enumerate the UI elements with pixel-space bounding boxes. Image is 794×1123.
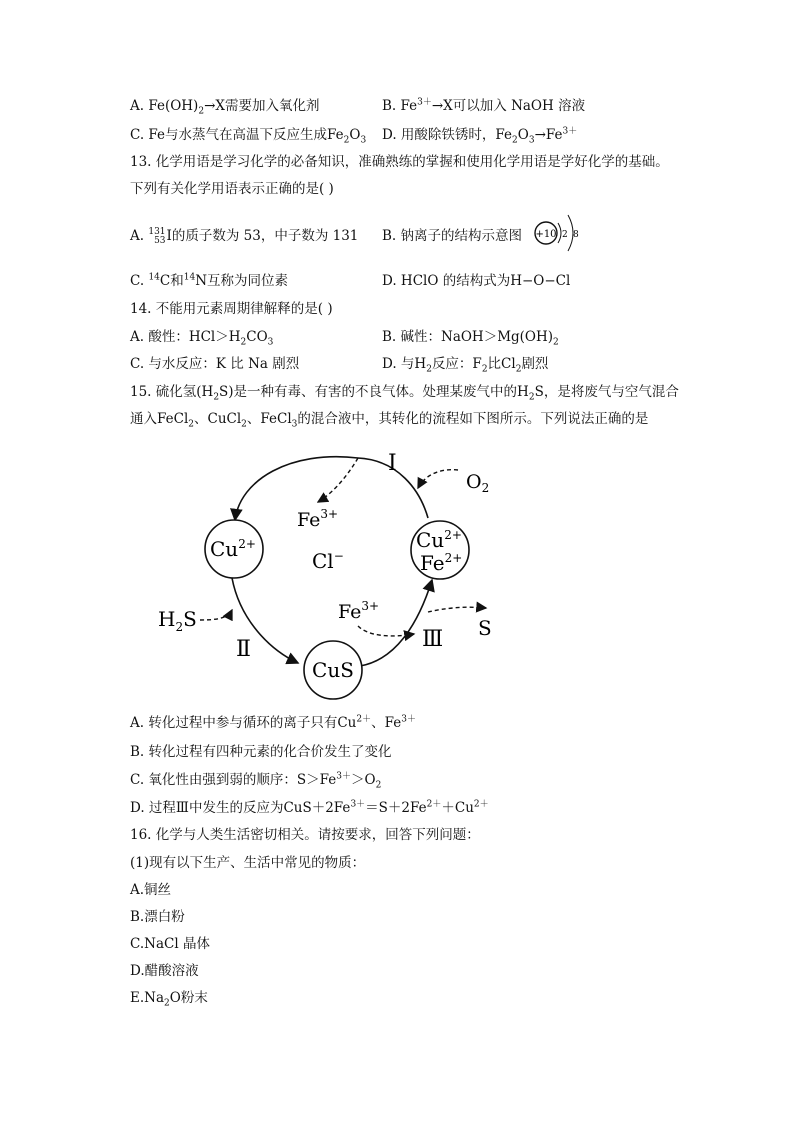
q16-item-a: A.铜丝 — [130, 882, 172, 898]
shell-2-count: 8 — [573, 230, 579, 240]
q16-item-d: D.醋酸溶液 — [130, 963, 199, 979]
q14-option-a: A. 酸性：$HCl>H_2CO_3$ — [130, 329, 274, 348]
q16-item-b: B.漂白粉 — [130, 909, 185, 925]
cu2plus-left-label: $Cu^{2+}$ — [210, 537, 256, 561]
fe2plus-right-label: $Fe^{2+}$ — [420, 551, 463, 575]
q15-option-c: C. 氧化性由强到弱的顺序：$S>Fe^{3+}>O_2$ — [130, 771, 382, 791]
q14-option-d: D. 与$H_2$反应：$F_2$比$Cl_2$剧烈 — [382, 356, 549, 375]
q15-stem-line1: 15. 硫化氢$(H_2S)$是一种有毒、有害的不良气体。处理某废气中的$H_2S$，是将废气与空气混合 — [130, 384, 679, 403]
q13-option-d: D. HClO 的结构式为H−O−Cl — [382, 273, 571, 289]
q14-stem: 14. 不能用元素周期律解释的是( ) — [130, 301, 333, 317]
q12-option-b: B. $Fe^{3+}\to X$可以加入 NaOH 溶液 — [382, 97, 586, 114]
q13-option-a: A. 131 53I的质子数为 53，中子数为 131 — [130, 226, 359, 246]
q12-option-d: D. 用酸除铁锈时，$Fe_2O_3\to Fe^{3+}$ — [382, 126, 578, 146]
q12-option-a: A. $Fe(OH)_2\to X$需要加入氧化剂 — [130, 98, 320, 117]
q16-subquestion-1: (1)现有以下生产、生活中常见的物质： — [130, 855, 366, 871]
q16-item-c: C.NaCl 晶体 — [130, 936, 210, 952]
q13-stem-line1: 13. 化学用语是学习化学的必备知识，准确熟练的掌握和使用化学用语是学好化学的基础。 — [130, 154, 669, 170]
step-2-label: Ⅱ — [236, 637, 251, 662]
cus-label: CuS — [312, 658, 354, 682]
dashed-o2-in — [418, 470, 458, 488]
o2-label: $O_2$ — [466, 471, 490, 495]
dashed-h2s-in — [200, 610, 232, 620]
q15-option-a: A. 转化过程中参与循环的离子只有$Cu^{2+}$、$Fe^{3+}$ — [130, 714, 416, 731]
nucleus-charge: +10 — [535, 229, 557, 240]
cl-minus-label: Cl− — [312, 549, 344, 573]
q14-option-c: C. 与水反应：K 比 Na 剧烈 — [130, 356, 300, 372]
q15-stem-line2: 通入FeCl$_2$、CuCl$_2$、FeCl$_3$的混合液中，其转化的流程如下图所示。下列说法正确的是 — [130, 411, 649, 430]
s-product-label: S — [478, 616, 492, 640]
dashed-s-out — [428, 607, 486, 612]
fe3plus-top-label: $Fe^{3+}$ — [297, 507, 339, 531]
q15-option-b: B. 转化过程有四种元素的化合价发生了变化 — [130, 744, 392, 760]
q13-stem-line2: 下列有关化学用语表示正确的是( ) — [130, 181, 334, 197]
arc-cus-to-right — [360, 580, 432, 666]
cu2plus-right-label: $Cu^{2+}$ — [416, 528, 462, 552]
step-3-label: Ⅲ — [422, 627, 444, 652]
h2s-conversion-cycle-diagram — [140, 440, 520, 705]
q13-option-c: C. $^{14}$C和$^{14}$N互称为同位素 — [130, 272, 288, 289]
h2s-label: $H_2S$ — [158, 607, 197, 634]
fe3plus-bottom-label: $Fe^{3+}$ — [338, 599, 380, 623]
q12-option-c: C. Fe与水蒸气在高温下反应生成$Fe_2O_3$ — [130, 127, 367, 146]
sodium-ion-structure-diagram — [530, 207, 590, 259]
q14-option-b: B. 碱性：$NaOH>Mg(OH)_2$ — [382, 329, 559, 348]
q16-stem: 16. 化学与人类生活密切相关。请按要求，回答下列问题： — [130, 827, 480, 843]
q15-option-d: D. 过程Ⅲ中发生的反应为$CuS+2Fe^{3+}=S+2Fe^{2+}+Cu^{2+}$ — [130, 799, 489, 816]
shell-1-count: 2 — [562, 230, 568, 240]
dashed-fe3plus-release — [318, 458, 358, 502]
q16-item-e: $E.Na_2O$粉末 — [130, 990, 208, 1009]
nuclide-notation: 131 53 — [148, 226, 166, 246]
q13-option-b: B. 钠离子的结构示意图 — [382, 228, 523, 244]
step-1-label: Ⅰ — [388, 451, 397, 476]
